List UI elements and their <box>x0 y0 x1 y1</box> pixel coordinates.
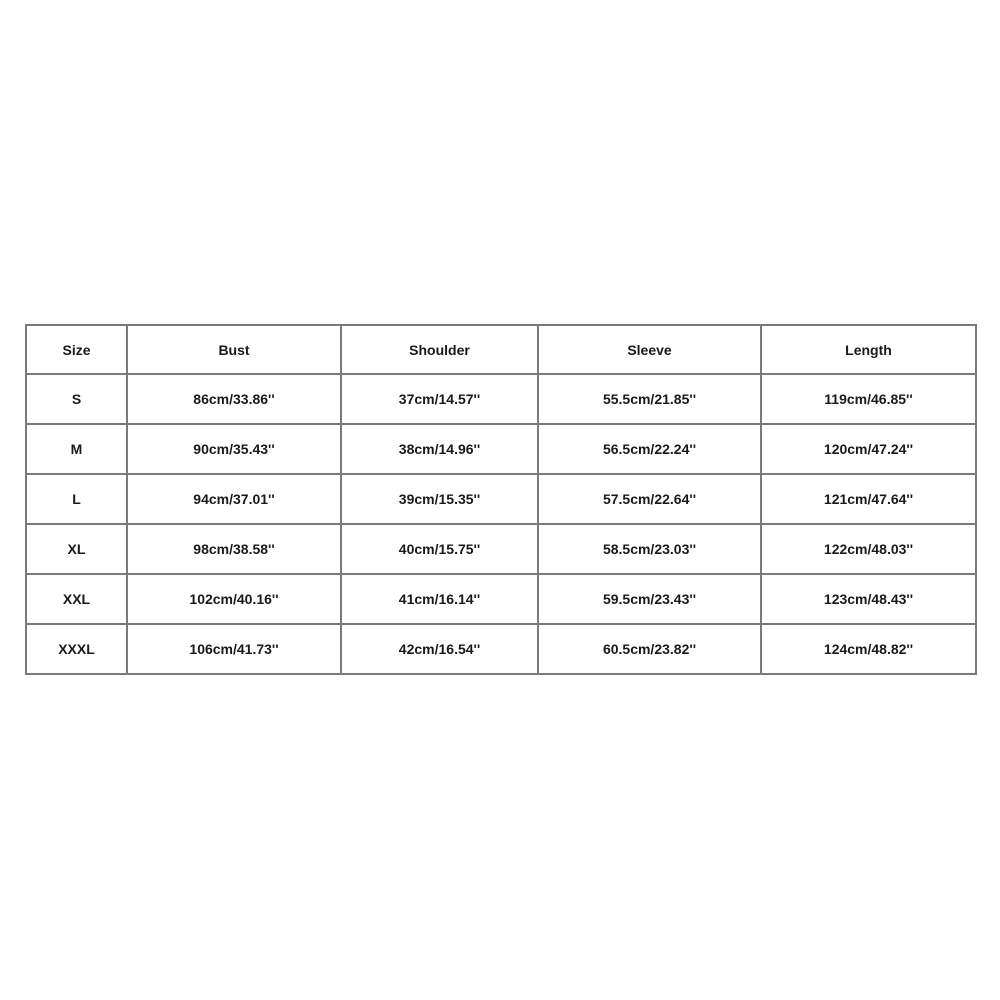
header-length: Length <box>761 325 976 374</box>
header-size: Size <box>26 325 127 374</box>
cell-size: M <box>26 424 127 474</box>
cell-sleeve: 57.5cm/22.64'' <box>538 474 761 524</box>
cell-sleeve: 56.5cm/22.24'' <box>538 424 761 474</box>
table-row <box>26 524 976 574</box>
size-chart-table <box>25 324 977 675</box>
cell-bust: 86cm/33.86'' <box>127 374 341 424</box>
cell-length: 122cm/48.03'' <box>761 524 976 574</box>
cell-shoulder: 39cm/15.35'' <box>341 474 538 524</box>
table-row <box>26 574 976 624</box>
cell-shoulder: 37cm/14.57'' <box>341 374 538 424</box>
cell-shoulder: 40cm/15.75'' <box>341 524 538 574</box>
cell-length: 123cm/48.43'' <box>761 574 976 624</box>
cell-bust: 106cm/41.73'' <box>127 624 341 674</box>
header-shoulder: Shoulder <box>341 325 538 374</box>
cell-bust: 90cm/35.43'' <box>127 424 341 474</box>
cell-size: L <box>26 474 127 524</box>
cell-sleeve: 55.5cm/21.85'' <box>538 374 761 424</box>
cell-length: 120cm/47.24'' <box>761 424 976 474</box>
cell-sleeve: 59.5cm/23.43'' <box>538 574 761 624</box>
header-sleeve: Sleeve <box>538 325 761 374</box>
cell-length: 119cm/46.85'' <box>761 374 976 424</box>
table-header-row <box>26 325 976 374</box>
cell-shoulder: 41cm/16.14'' <box>341 574 538 624</box>
cell-sleeve: 58.5cm/23.03'' <box>538 524 761 574</box>
cell-bust: 98cm/38.58'' <box>127 524 341 574</box>
header-bust: Bust <box>127 325 341 374</box>
cell-length: 121cm/47.64'' <box>761 474 976 524</box>
table-row <box>26 424 976 474</box>
table-row <box>26 374 976 424</box>
table-row <box>26 474 976 524</box>
cell-length: 124cm/48.82'' <box>761 624 976 674</box>
cell-bust: 102cm/40.16'' <box>127 574 341 624</box>
table-row <box>26 624 976 674</box>
cell-size: XXL <box>26 574 127 624</box>
cell-size: XL <box>26 524 127 574</box>
cell-bust: 94cm/37.01'' <box>127 474 341 524</box>
cell-shoulder: 38cm/14.96'' <box>341 424 538 474</box>
cell-size: S <box>26 374 127 424</box>
cell-sleeve: 60.5cm/23.82'' <box>538 624 761 674</box>
cell-shoulder: 42cm/16.54'' <box>341 624 538 674</box>
cell-size: XXXL <box>26 624 127 674</box>
